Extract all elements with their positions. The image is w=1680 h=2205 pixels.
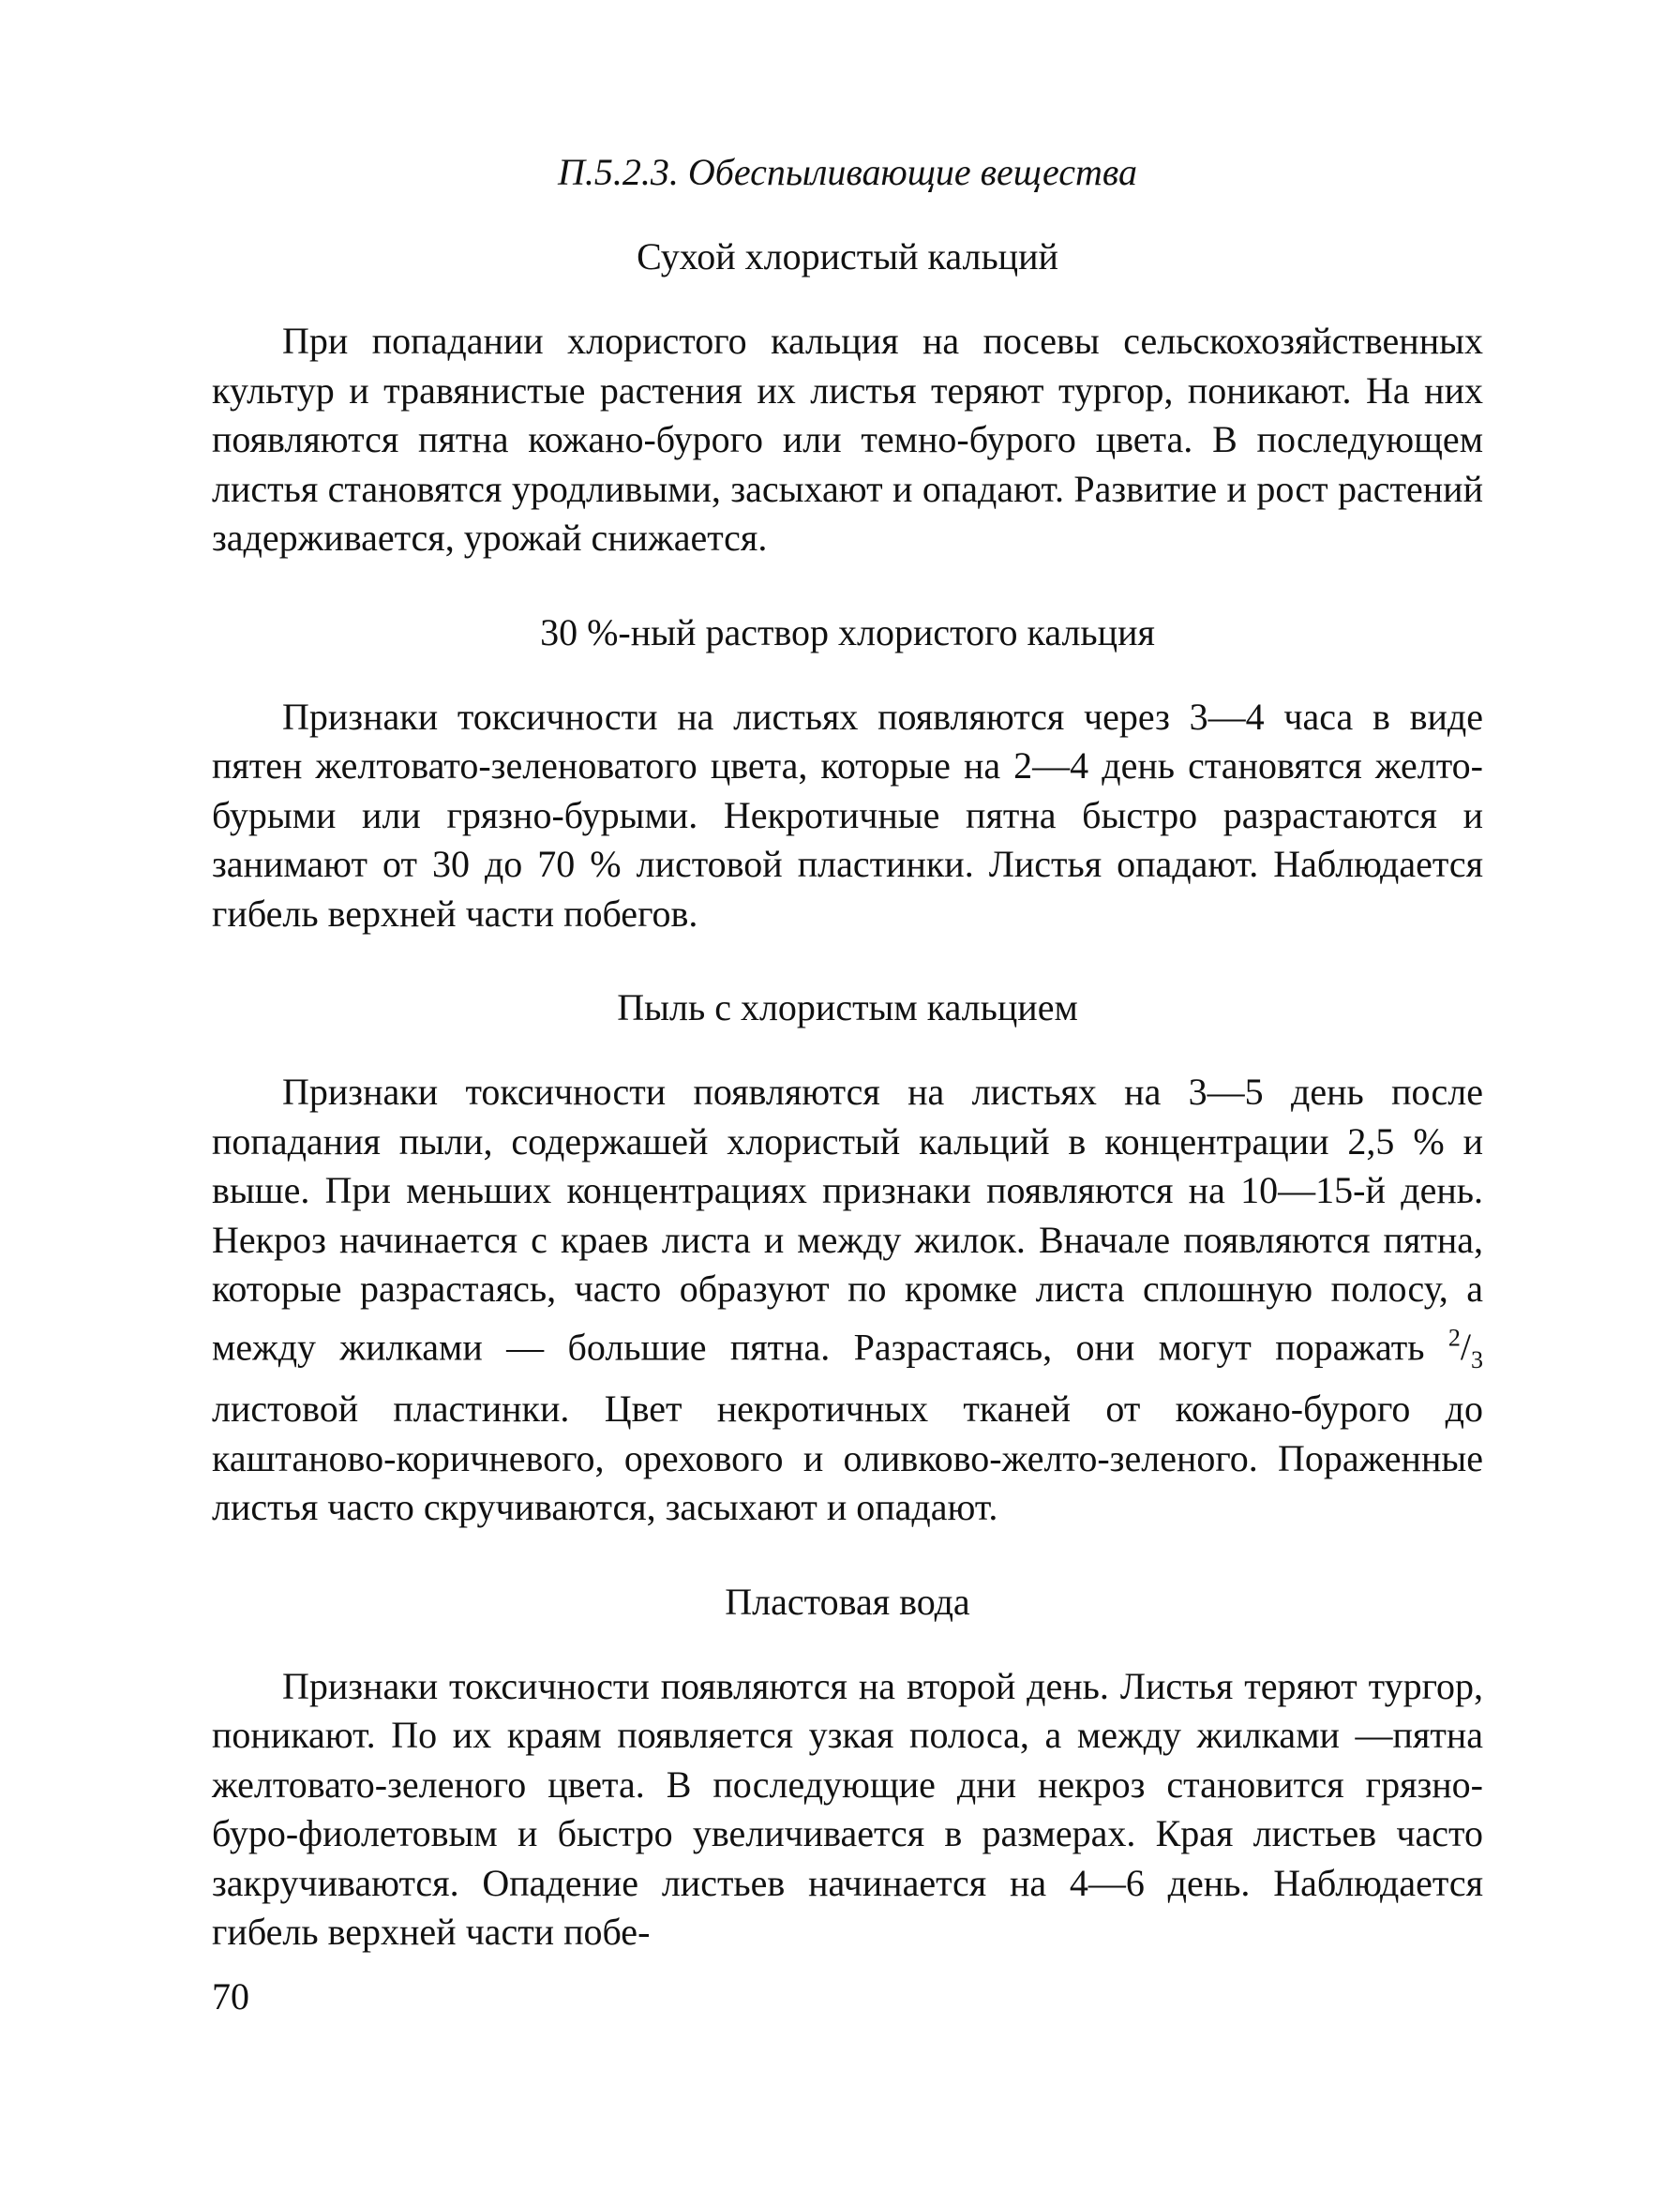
- section-title: П.5.2.3. Обеспыливающие вещества: [558, 151, 1137, 193]
- paragraph-text-part-1: Признаки токсичности появляются на листьях на 3—5 день после попадания пыли, содержашей хлористый кальций в концентрации 2,5 % и выше. При меньших концентрациях признаки появляются на 10—15-й день. Некроз начинается с краев листа и между жилок. Вначале появляются пятна, которые разрастаясь, часто образуют по кромке листа сплошную полосу, а между жилками — большие пятна. Разрастаясь, они могут поражать: [212, 1071, 1483, 1368]
- page-number: 70: [212, 1975, 249, 2018]
- subheading-calcium-chloride-solution: 30 %-ный раствор хлористого кальция: [540, 610, 1155, 653]
- paragraph-text-part-2: листовой пластинки. Цвет некротичных тканей от кожано-бурого до каштаново-коричневого, орехового и оливково-желто-зеленого. Пораженные листья часто скручиваются, засыхают и опадают.: [212, 1388, 1483, 1529]
- subheading-dust-with-calcium-chloride: Пыль с хлористым кальцием: [617, 986, 1078, 1028]
- paragraph-formation-water: Признаки токсичности появляются на второй день. Листья теряют тургор, поникают. По их краям появляется узкая полоса, а между жилками —пятна желтовато-зеленого цвета. В последующие дни некроз становится грязно-буро-фиолетовым и быстро увеличивается в размерах. Края листьев часто закручиваются. Опадение листьев начинается на 4—6 день. Наблюдается гибель верхней части побе-: [212, 1664, 1483, 1954]
- fraction-two-thirds: $^2/_3$: [1448, 1324, 1483, 1373]
- paragraph-calcium-chloride-solution: Признаки токсичности на листьях появляются через 3—4 часа в виде пятен желтовато-зеленоватого цвета, которые на 2—4 день становятся желто-бурыми или грязно-бурыми. Некротичные пятна быстро разрастаются и занимают от 30 до 70 % листовой пластинки. Листья опадают. Наблюдается гибель верхней части побегов.: [212, 695, 1483, 935]
- subheading-formation-water: Пластовая вода: [725, 1580, 970, 1623]
- fraction-numerator: 2: [1448, 1324, 1461, 1352]
- subheading-dry-calcium-chloride: Сухой хлористый кальций: [637, 235, 1058, 278]
- fraction-denominator: 3: [1471, 1345, 1483, 1373]
- page-body: [212, 141, 1483, 2004]
- paragraph-dust-with-calcium-chloride: [212, 1068, 1483, 1533]
- paragraph-dry-calcium-chloride: При попадании хлористого кальция на посевы сельскохозяйственных культур и травянистые растения их листья теряют тургор, поникают. На них появляются пятна кожано-бурого или темно-бурого цвета. В последующем листья становятся уродливыми, засыхают и опадают. Развитие и рост растений задерживается, урожай снижается.: [212, 320, 1483, 559]
